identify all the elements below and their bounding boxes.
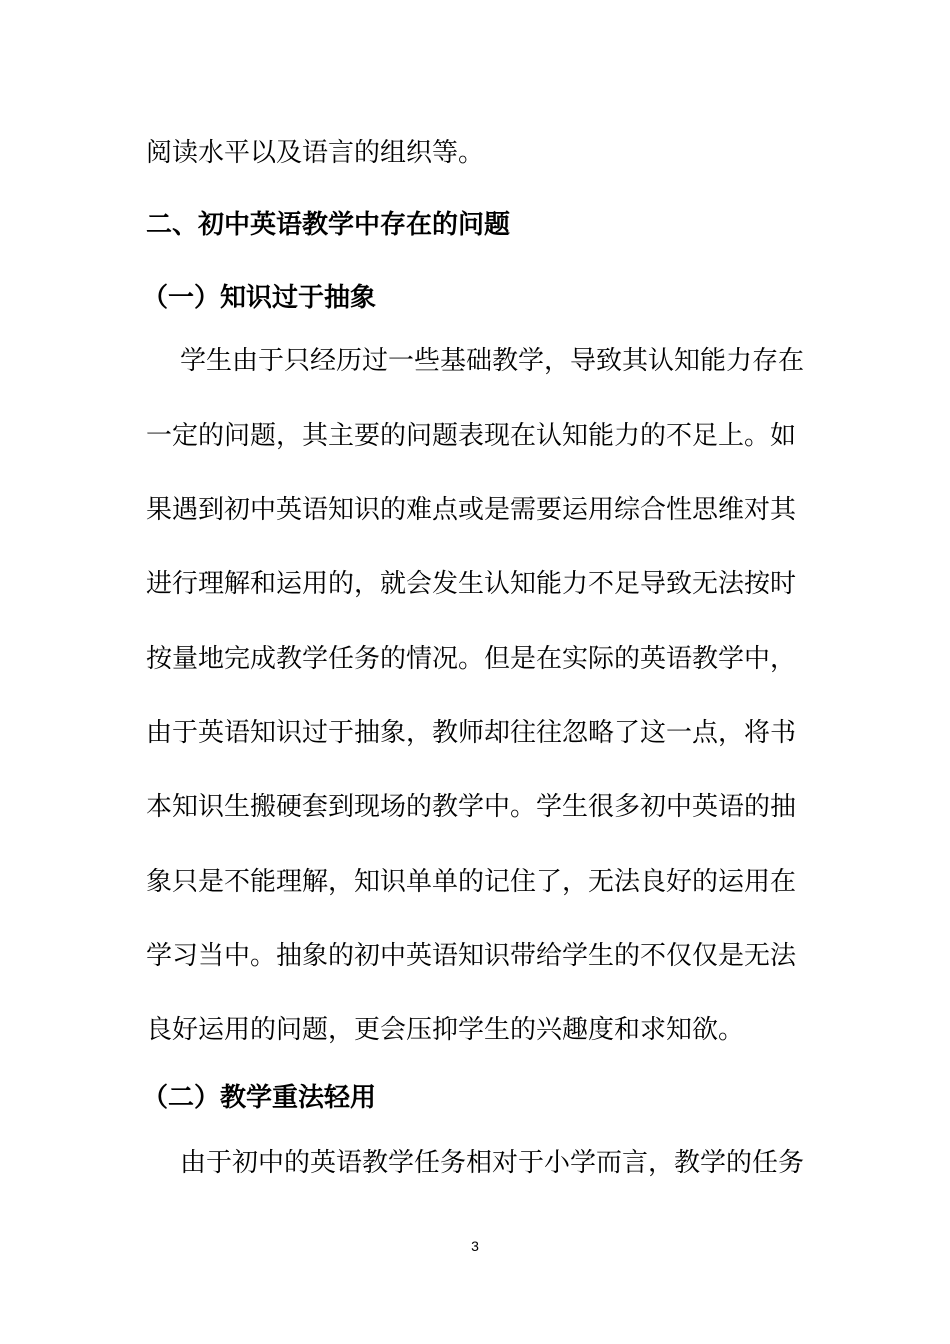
paragraph-line: 进行理解和运用的，就会发生认知能力不足导致无法按时 — [146, 569, 797, 599]
paragraph-line: 由于英语知识过于抽象，教师却往往忽略了这一点，将书 — [146, 718, 797, 748]
paragraph-line: 学习当中。抽象的初中英语知识带给学生的不仅仅是无法 — [146, 941, 797, 971]
sub-heading-knowledge-abstract: （一）知识过于抽象 — [142, 283, 377, 313]
paragraph-line: 一定的问题，其主要的问题表现在认知能力的不足上。如 — [146, 421, 797, 451]
paragraph-line: 果遇到初中英语知识的难点或是需要运用综合性思维对其 — [146, 495, 797, 525]
sub-heading-teaching-method: （二）教学重法轻用 — [142, 1083, 377, 1113]
paragraph-line: 本知识生搬硬套到现场的教学中。学生很多初中英语的抽 — [146, 792, 797, 822]
paragraph-line: 由于初中的英语教学任务相对于小学而言，教学的任务 — [180, 1148, 805, 1178]
text-line: 阅读水平以及语言的组织等。 — [146, 138, 485, 168]
paragraph-line: 良好运用的问题，更会压抑学生的兴趣度和求知欲。 — [146, 1015, 745, 1045]
paragraph-line: 象只是不能理解，知识单单的记住了，无法良好的运用在 — [146, 867, 797, 897]
page-number: 3 — [471, 1238, 479, 1254]
paragraph-line: 学生由于只经历过一些基础教学，导致其认知能力存在 — [180, 346, 805, 376]
section-heading: 二、初中英语教学中存在的问题 — [146, 210, 511, 240]
paragraph-line: 按量地完成教学任务的情况。但是在实际的英语教学中， — [146, 644, 797, 674]
